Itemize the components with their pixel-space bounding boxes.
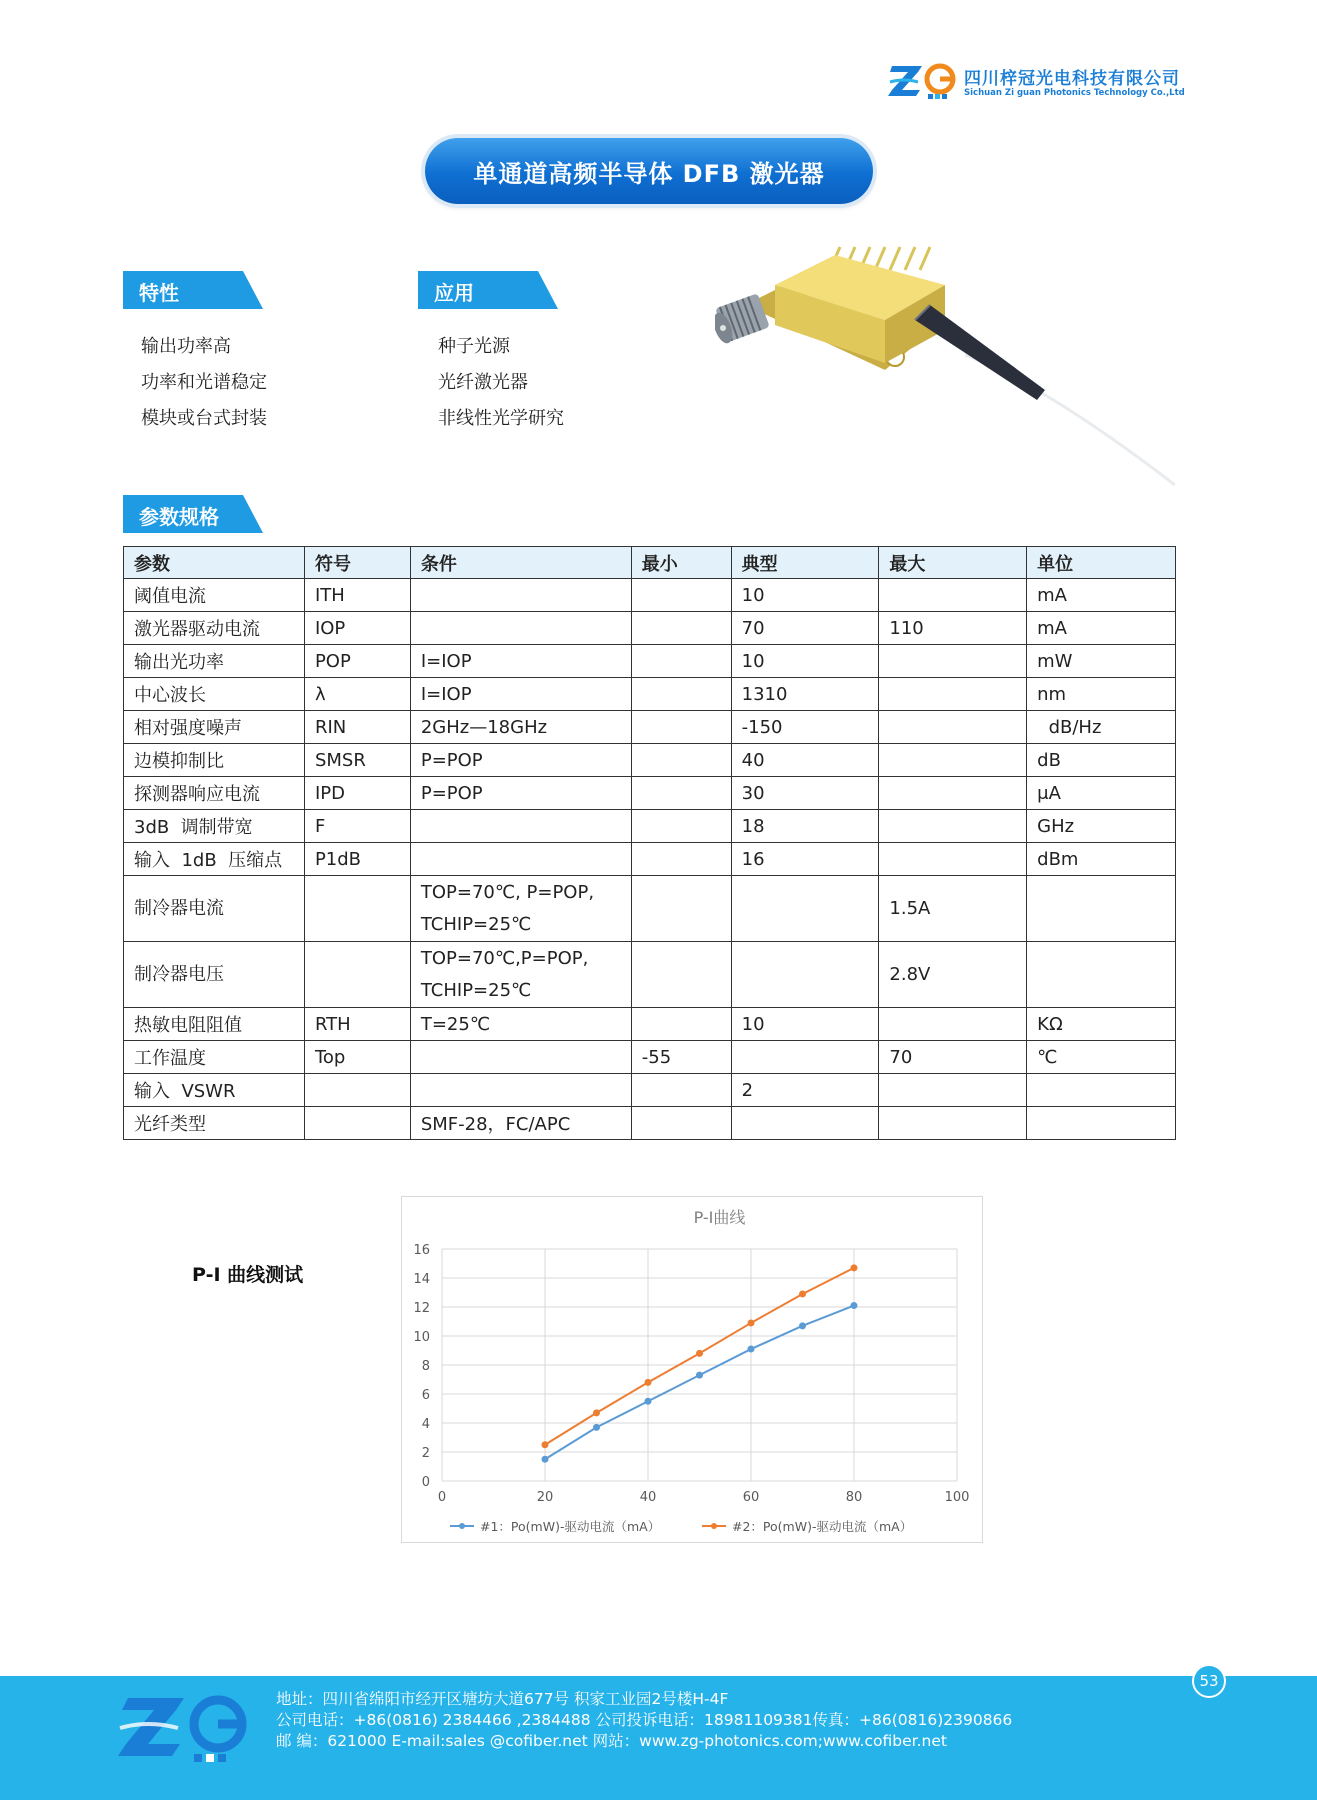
table-cell: I=IOP xyxy=(410,678,631,711)
series-1-point xyxy=(593,1424,600,1431)
table-row xyxy=(124,678,1176,711)
x-tick-label: 0 xyxy=(437,1490,447,1505)
spec-heading: 参数规格 xyxy=(139,505,219,529)
table-cell: 工作温度 xyxy=(124,1041,305,1074)
table-cell: 制冷器电压 xyxy=(124,942,305,1008)
legend-swatch-marker xyxy=(459,1523,465,1529)
table-cell: 10 xyxy=(731,645,879,678)
x-tick-label: 40 xyxy=(639,1490,657,1505)
x-tick-label: 60 xyxy=(742,1490,760,1505)
table-cell xyxy=(304,876,410,942)
legend-entry: #1：Po(mW)-驱动电流（mA） xyxy=(480,1519,661,1534)
table-cell xyxy=(410,612,631,645)
pi-curve-section-label: P-I 曲线测试 xyxy=(192,1264,304,1286)
table-cell: 1310 xyxy=(731,678,879,711)
table-cell xyxy=(631,678,731,711)
product-title-banner xyxy=(425,138,873,204)
table-cell: F xyxy=(304,810,410,843)
table-cell: mA xyxy=(1027,579,1176,612)
table-cell xyxy=(631,777,731,810)
table-cell: dBm xyxy=(1027,843,1176,876)
table-cell: P1dB xyxy=(304,843,410,876)
series-2-point xyxy=(696,1350,703,1357)
company-name-cn: 四川梓冠光电科技有限公司 xyxy=(964,69,1180,89)
dfb-laser-module-image xyxy=(715,245,1175,490)
feature-item: 输出功率高 xyxy=(141,336,231,357)
table-cell: 输入 VSWR xyxy=(124,1074,305,1107)
table-cell xyxy=(631,579,731,612)
footer-contact: 邮 编：621000 E-mail:sales @cofiber.net 网站：www.zg-photonics.com;www.cofiber.net xyxy=(276,1732,947,1750)
y-tick-label: 0 xyxy=(421,1475,430,1490)
product-title: 单通道高频半导体 DFB 激光器 xyxy=(473,159,825,188)
footer-contact-info xyxy=(276,1689,1012,1752)
series-line-1 xyxy=(545,1306,854,1460)
table-cell xyxy=(631,1008,731,1041)
table-cell: 中心波长 xyxy=(124,678,305,711)
table-cell: 探测器响应电流 xyxy=(124,777,305,810)
table-cell xyxy=(1027,1107,1176,1140)
table-cell xyxy=(731,1041,879,1074)
table-cell: ℃ xyxy=(1027,1041,1176,1074)
table-row xyxy=(124,810,1176,843)
table-cell: 制冷器电流 xyxy=(124,876,305,942)
y-tick-label: 16 xyxy=(413,1243,430,1258)
application-item: 光纤激光器 xyxy=(438,372,528,393)
table-row xyxy=(124,1074,1176,1107)
table-cell xyxy=(410,843,631,876)
table-cell xyxy=(631,1107,731,1140)
applications-heading-tab xyxy=(418,271,558,309)
table-row xyxy=(124,1041,1176,1074)
table-cell xyxy=(879,645,1027,678)
applications-list xyxy=(438,329,564,437)
table-cell xyxy=(410,1041,631,1074)
table-cell: RIN xyxy=(304,711,410,744)
y-tick-label: 12 xyxy=(413,1301,430,1316)
table-cell: TOP=70℃,P=POP, TCHIP=25℃ xyxy=(410,942,631,1008)
table-cell: P=POP xyxy=(410,744,631,777)
table-cell xyxy=(631,711,731,744)
series-1-point xyxy=(542,1456,549,1463)
specification-table xyxy=(123,546,1176,1140)
table-cell: -55 xyxy=(631,1041,731,1074)
series-1-point xyxy=(748,1346,755,1353)
y-tick-label: 6 xyxy=(421,1388,430,1403)
legend-swatch-marker xyxy=(711,1523,717,1529)
pi-curve-chart xyxy=(401,1196,983,1543)
table-cell: mW xyxy=(1027,645,1176,678)
table-cell xyxy=(879,711,1027,744)
table-row xyxy=(124,1008,1176,1041)
column-header: 条件 xyxy=(410,547,631,579)
table-row xyxy=(124,612,1176,645)
table-cell xyxy=(879,678,1027,711)
series-2-point xyxy=(851,1264,858,1271)
application-item: 非线性光学研究 xyxy=(438,408,564,429)
table-cell: 相对强度噪声 xyxy=(124,711,305,744)
table-cell xyxy=(1027,942,1176,1008)
table-header-row xyxy=(124,547,1176,579)
table-cell xyxy=(879,744,1027,777)
y-tick-label: 8 xyxy=(421,1359,430,1374)
legend-entry: #2：Po(mW)-驱动电流（mA） xyxy=(732,1519,913,1534)
table-row xyxy=(124,579,1176,612)
table-cell xyxy=(879,777,1027,810)
table-cell: mA xyxy=(1027,612,1176,645)
series-1-point xyxy=(851,1302,858,1309)
table-cell: IOP xyxy=(304,612,410,645)
table-cell: SMF-28，FC/APC xyxy=(410,1107,631,1140)
table-cell: dB/Hz xyxy=(1027,711,1176,744)
column-header: 参数 xyxy=(124,547,305,579)
series-1-point xyxy=(799,1322,806,1329)
features-heading: 特性 xyxy=(139,281,179,305)
table-cell xyxy=(879,1107,1027,1140)
application-item: 种子光源 xyxy=(438,336,510,357)
table-cell xyxy=(631,876,731,942)
table-cell xyxy=(631,843,731,876)
company-name-en: Sichuan Zi guan Photonics Technology Co.,Ltd xyxy=(964,88,1185,98)
table-cell: 1.5A xyxy=(879,876,1027,942)
table-cell xyxy=(879,579,1027,612)
feature-item: 模块或台式封装 xyxy=(141,408,267,429)
table-cell: Top xyxy=(304,1041,410,1074)
table-cell: dB xyxy=(1027,744,1176,777)
table-cell: I=IOP xyxy=(410,645,631,678)
table-cell: 70 xyxy=(731,612,879,645)
table-row xyxy=(124,942,1176,1008)
column-header: 最小 xyxy=(631,547,731,579)
table-cell: nm xyxy=(1027,678,1176,711)
table-cell xyxy=(631,744,731,777)
y-tick-label: 4 xyxy=(421,1417,430,1432)
table-cell: KΩ xyxy=(1027,1008,1176,1041)
table-cell: μA xyxy=(1027,777,1176,810)
table-cell: 10 xyxy=(731,1008,879,1041)
zg-logo-icon xyxy=(888,60,960,102)
series-2-point xyxy=(542,1441,549,1448)
table-cell: 2GHz—18GHz xyxy=(410,711,631,744)
features-heading-tab xyxy=(123,271,263,309)
table-cell xyxy=(631,645,731,678)
spec-heading-tab xyxy=(123,495,263,533)
table-cell: T=25℃ xyxy=(410,1008,631,1041)
table-cell: 10 xyxy=(731,579,879,612)
table-row xyxy=(124,711,1176,744)
table-cell: 激光器驱动电流 xyxy=(124,612,305,645)
table-cell: ITH xyxy=(304,579,410,612)
table-cell: 阈值电流 xyxy=(124,579,305,612)
table-cell: 3dB 调制带宽 xyxy=(124,810,305,843)
table-cell: TOP=70℃, P=POP, TCHIP=25℃ xyxy=(410,876,631,942)
column-header: 单位 xyxy=(1027,547,1176,579)
table-cell: 110 xyxy=(879,612,1027,645)
table-cell xyxy=(731,942,879,1008)
y-tick-label: 14 xyxy=(413,1272,430,1287)
table-cell xyxy=(304,1107,410,1140)
table-cell xyxy=(879,1008,1027,1041)
table-cell xyxy=(410,810,631,843)
zg-footer-logo-icon xyxy=(118,1688,256,1772)
series-2-point xyxy=(799,1290,806,1297)
table-cell xyxy=(879,810,1027,843)
table-cell xyxy=(731,876,879,942)
pi-curve-chart-svg xyxy=(402,1197,982,1542)
series-2-point xyxy=(645,1379,652,1386)
table-cell: 40 xyxy=(731,744,879,777)
table-cell xyxy=(304,1074,410,1107)
y-tick-label: 10 xyxy=(413,1330,430,1345)
features-list xyxy=(141,329,267,437)
table-row xyxy=(124,744,1176,777)
table-cell: 热敏电阻阻值 xyxy=(124,1008,305,1041)
page-number: 53 xyxy=(1192,1664,1226,1698)
table-row xyxy=(124,1107,1176,1140)
table-cell: -150 xyxy=(731,711,879,744)
column-header: 符号 xyxy=(304,547,410,579)
table-cell xyxy=(1027,876,1176,942)
table-cell: POP xyxy=(304,645,410,678)
footer-address: 地址：四川省绵阳市经开区塘坊大道677号 积家工业园2号楼H-4F xyxy=(276,1690,729,1708)
table-cell xyxy=(731,1107,879,1140)
table-cell xyxy=(631,810,731,843)
table-row xyxy=(124,876,1176,942)
table-cell xyxy=(304,942,410,1008)
table-cell: 边模抑制比 xyxy=(124,744,305,777)
applications-heading: 应用 xyxy=(434,281,474,305)
table-cell: 2 xyxy=(731,1074,879,1107)
table-cell: SMSR xyxy=(304,744,410,777)
table-cell: 输出光功率 xyxy=(124,645,305,678)
table-cell xyxy=(631,612,731,645)
table-cell xyxy=(1027,1074,1176,1107)
series-2-point xyxy=(593,1409,600,1416)
series-2-point xyxy=(748,1319,755,1326)
chart-title: P-I曲线 xyxy=(693,1208,746,1227)
table-cell: 光纤类型 xyxy=(124,1107,305,1140)
table-cell xyxy=(410,1074,631,1107)
table-cell: λ xyxy=(304,678,410,711)
table-cell: P=POP xyxy=(410,777,631,810)
table-cell xyxy=(410,579,631,612)
table-cell: 70 xyxy=(879,1041,1027,1074)
footer-phones: 公司电话：+86(0816) 2384466 ,2384488 公司投诉电话：18981109381传真：+86(0816)2390866 xyxy=(276,1711,1013,1729)
table-cell xyxy=(631,1074,731,1107)
table-cell: IPD xyxy=(304,777,410,810)
table-row xyxy=(124,645,1176,678)
table-cell xyxy=(631,942,731,1008)
table-cell: 18 xyxy=(731,810,879,843)
table-cell: 输入 1dB 压缩点 xyxy=(124,843,305,876)
table-cell: 16 xyxy=(731,843,879,876)
table-row xyxy=(124,843,1176,876)
table-cell: 2.8V xyxy=(879,942,1027,1008)
x-tick-label: 80 xyxy=(845,1490,863,1505)
y-tick-label: 2 xyxy=(421,1446,430,1461)
table-cell xyxy=(879,1074,1027,1107)
table-row xyxy=(124,777,1176,810)
company-logo xyxy=(888,58,1208,104)
column-header: 最大 xyxy=(879,547,1027,579)
x-tick-label: 20 xyxy=(536,1490,554,1505)
series-1-point xyxy=(645,1398,652,1405)
x-tick-label: 100 xyxy=(944,1490,970,1505)
page-footer xyxy=(0,1676,1317,1800)
table-cell: RTH xyxy=(304,1008,410,1041)
series-1-point xyxy=(696,1372,703,1379)
feature-item: 功率和光谱稳定 xyxy=(141,372,267,393)
table-cell: 30 xyxy=(731,777,879,810)
table-cell xyxy=(879,843,1027,876)
table-cell: GHz xyxy=(1027,810,1176,843)
column-header: 典型 xyxy=(731,547,879,579)
